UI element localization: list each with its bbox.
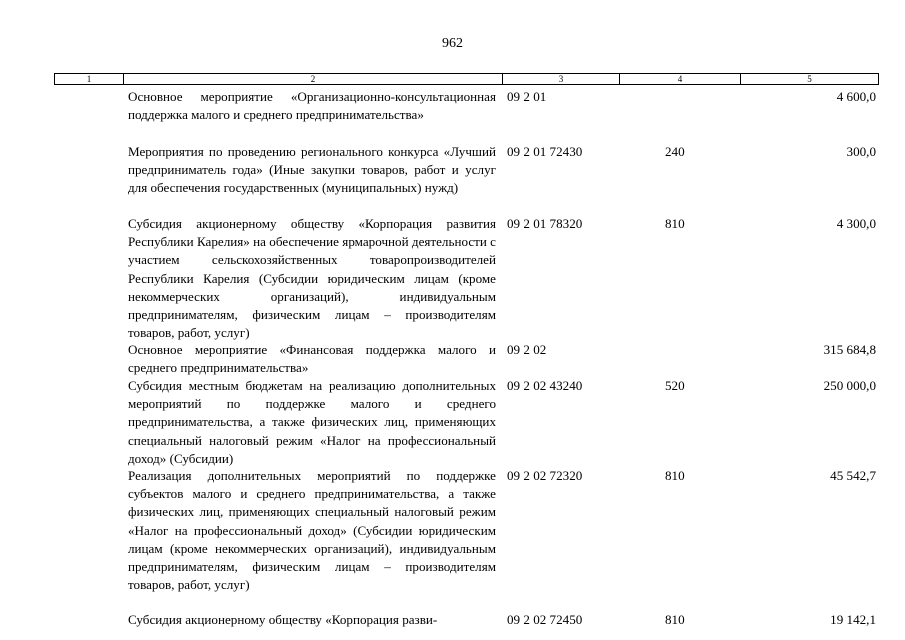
row-description: Субсидия местным бюджетам на реализацию дополнительных мероприятий по поддержке малого и среднего предпринимательства, а также физических лиц, применяющих специальный налоговый режим «Налог на профессиональный доход» (Субсидии) (128, 378, 496, 466)
row-expense-type: 520 (665, 378, 685, 393)
header-column-5: 5 (807, 74, 812, 84)
row-code: 09 2 01 78320 (507, 216, 583, 231)
row-amount: 300,0 (846, 144, 876, 159)
table-row (0, 611, 905, 631)
table-row (0, 341, 905, 377)
table-row (0, 215, 905, 341)
row-amount: 19 142,1 (830, 612, 876, 627)
row-amount: 4 600,0 (836, 89, 876, 104)
table-row (0, 467, 905, 611)
row-expense-type: 810 (665, 612, 685, 627)
row-description: Реализация дополнительных мероприятий по поддержке субъектов малого и среднего предпринимательства, а также физических лиц, применяющих специальный налоговый режим «Налог на профессиональный доход» (Субсидии юридическим лицам (кроме некоммерческих организаций), индивидуальным предпринимателям, физическим лицам – производителям товаров, работ, услуг) (128, 468, 496, 593)
row-amount: 250 000,0 (823, 378, 876, 393)
table-row (0, 377, 905, 467)
row-description: Мероприятия по проведению регионального конкурса «Лучший предприниматель года» (Иные закупки товаров, работ и услуг для обеспечения государственных (муниципальных) нужд) (128, 144, 496, 196)
header-column-2: 2 (124, 74, 503, 84)
table-header (54, 73, 879, 85)
page-number: 962 (442, 36, 463, 51)
row-expense-type: 810 (665, 216, 685, 231)
row-expense-type: 240 (665, 144, 685, 159)
row-code: 09 2 02 72450 (507, 612, 583, 627)
table-row (0, 88, 905, 143)
row-amount: 45 542,7 (830, 468, 876, 483)
row-amount: 315 684,8 (823, 342, 876, 357)
header-column-3: 3 (503, 74, 620, 84)
row-code: 09 2 01 (507, 89, 547, 104)
row-code: 09 2 02 (507, 342, 547, 357)
row-code: 09 2 02 43240 (507, 378, 583, 393)
row-description: Субсидия акционерному обществу «Корпорация разви- (128, 612, 438, 627)
table-body (0, 88, 905, 631)
row-expense-type: 810 (665, 468, 685, 483)
table-row (0, 143, 905, 215)
row-code: 09 2 01 72430 (507, 144, 583, 159)
row-amount: 4 300,0 (836, 216, 876, 231)
header-column-1: 1 (55, 74, 124, 84)
row-description: Субсидия акционерному обществу «Корпорация развития Республики Карелия» на обеспечение ярмарочной деятельности с участием сельскохозяйственных товаропроизводителей Республики Карелия (Субсидии юридическим лицам (кроме некоммерческих организаций), индивидуальным предпринимателям, физическим лицам – производителям товаров, работ, услуг) (128, 216, 496, 341)
header-column-4: 4 (620, 74, 741, 84)
row-description: Основное мероприятие «Финансовая поддержка малого и среднего предпринимательства» (128, 342, 496, 376)
row-description: Основное мероприятие «Организационно-консультационная поддержка малого и среднего предпринимательства» (128, 89, 496, 123)
row-code: 09 2 02 72320 (507, 468, 583, 483)
